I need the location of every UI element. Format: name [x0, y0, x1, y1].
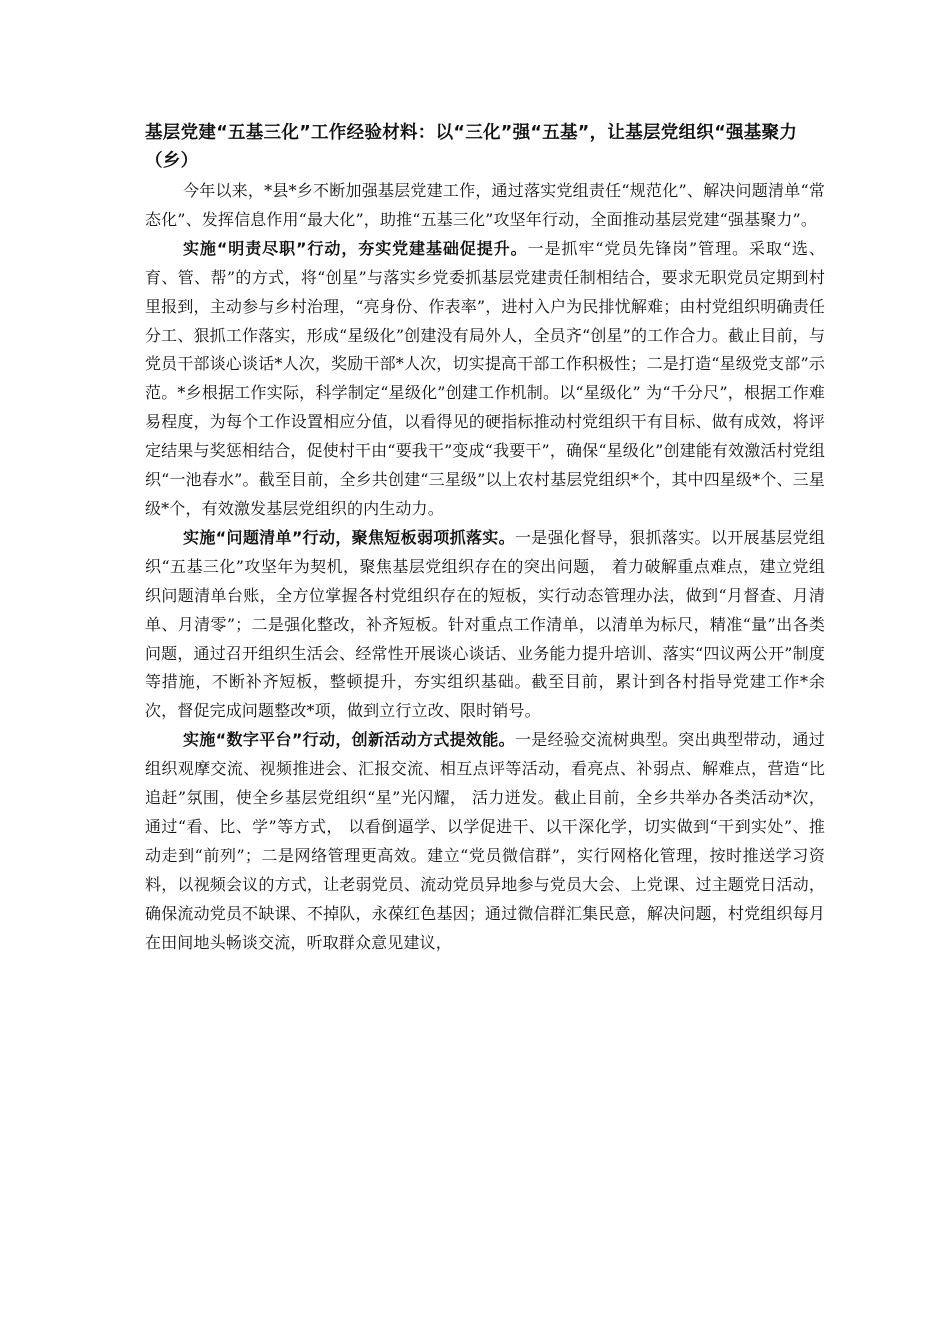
- section-paragraph-2: [145, 524, 825, 726]
- document-body: [145, 119, 825, 957]
- paragraph-text: 一是经验交流树典型。突出典型带动，通过组织观摩交流、视频推进会、汇报交流、相互点评等活动，看亮点、补弱点、解难点，营造“比追赶”氛围，使全乡基层党组织“星”光闪耀， 活力迸发。截止目前，全乡共举办各类活动*次，通过“看、比、学”等方式， 以看倒逼学、以学促进干、以干深化学，切实做到“干到实处”、推动走到“前列”；二是网络管理更高效。建立“党员微信群”，实行网格化管理，按时推送学习资料，以视频会议的方式，让老弱党员、流动党员异地参与党员大会、上党课、过主题党日活动，确保流动党员不缺课、不掉队，永葆红色基因；通过微信群汇集民意，解决问题，村党组织每月在田间地头畅谈交流，听取群众意见建议，: [145, 730, 825, 952]
- section-heading: 实施“明责尽职”行动，夯实党建基础促提升。: [183, 238, 528, 258]
- paragraph-text: 一是抓牢“党员先锋岗”管理。采取“选、育、管、帮”的方式，将“创星”与落实乡党委抓基层党建责任制相结合，要求无职党员定期到村里报到，主动参与乡村治理，“亮身份、作表率”，进村入户为民排忧解难；由村党组织明确责任分工、狠抓工作落实，形成“星级化”创建没有局外人，全员齐“创星”的工作合力。截止目前，与党员干部谈心谈话*人次，奖励干部*人次，切实提高干部工作积极性；二是打造“星级党支部”示范。*乡根据工作实际，科学制定“星级化”创建工作机制。以“星级化” 为“千分尺”，根据工作难易程度，为每个工作设置相应分值，以看得见的硬指标推动村党组织干有目标、做有成效，将评定结果与奖惩相结合，促使村干由“要我干”变成“我要干”，确保“星级化”创建能有效激活村党组织“一池春水”。截至目前，全乡共创建“三星级”以上农村基层党组织*个，其中四星级*个、三星级*个，有效激发基层党组织的内生动力。: [145, 238, 826, 518]
- section-paragraph-1: [145, 235, 825, 524]
- paragraph-text: 今年以来，*县*乡不断加强基层党建工作，通过落实党组责任“规范化”、解决问题清单“常态化”、发挥信息作用“最大化”，助推“五基三化”攻坚年行动，全面推动基层党建“强基聚力”。: [145, 181, 825, 229]
- section-heading: 实施“数字平台”行动，创新活动方式提效能。: [183, 730, 515, 750]
- document-title: 基层党建“五基三化”工作经验材料：以“三化”强“五基”，让基层党组织“强基聚力（乡）: [145, 123, 798, 171]
- paragraph-text: 一是强化督导，狠抓落实。以开展基层党组织“五基三化”攻坚年为契机，聚焦基层党组织存在的突出问题， 着力破解重点难点，建立党组织问题清单台账，全方位掌握各村党组织存在的短板，实行动态管理办法，做到“月督查、月清单、月清零”；二是强化整改，补齐短板。针对重点工作清单，以清单为标尺，精准“量”出各类问题，通过召开组织生活会、经常性开展谈心谈话、业务能力提升培训、落实“四议两公开”制度等措施，不断补齐短板，整顿提升，夯实组织基础。截至目前，累计到各村指导党建工作*余次，督促完成问题整改*项，做到立行立改、限时销号。: [145, 527, 825, 721]
- intro-paragraph: [145, 177, 825, 235]
- section-paragraph-3: [145, 726, 825, 957]
- section-heading: 实施“问题清单”行动，聚焦短板弱项抓落实。: [183, 527, 515, 547]
